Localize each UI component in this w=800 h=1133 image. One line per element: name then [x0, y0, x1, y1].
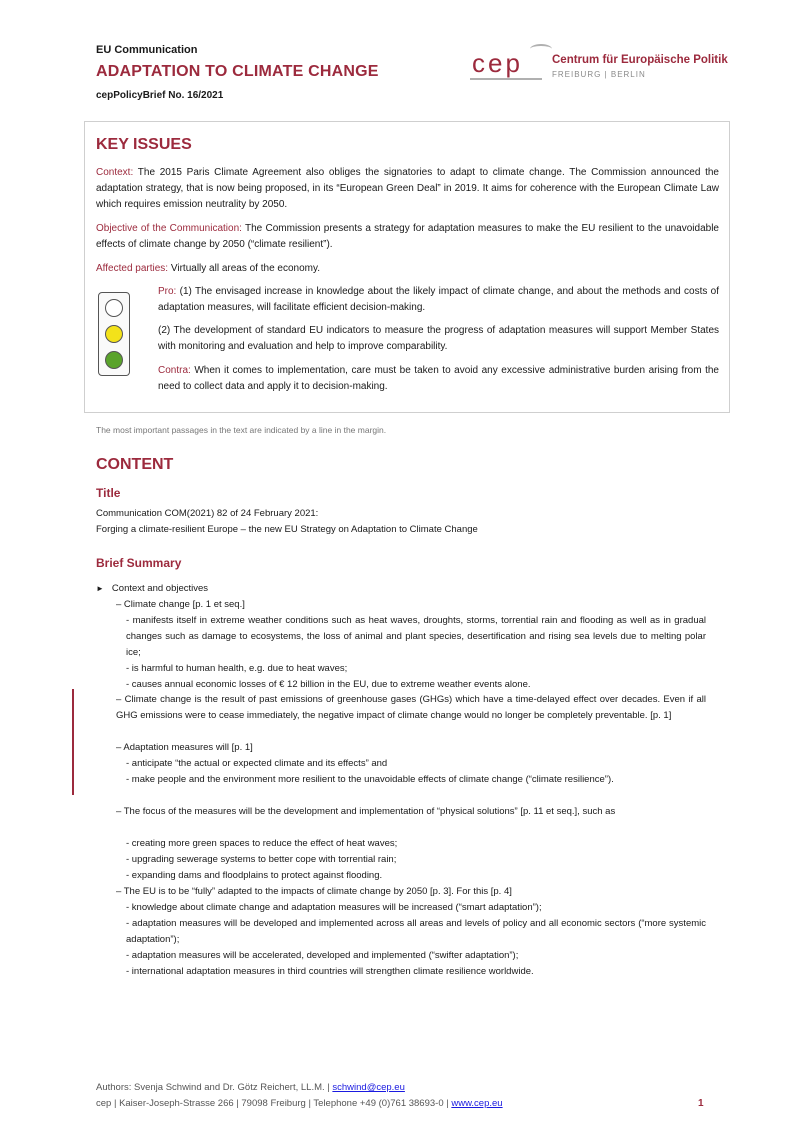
cep-logo	[470, 44, 740, 88]
list-item: – The focus of the measures will be the development and implementation of “physical solutions” [p. 11 et seq.], such as	[116, 806, 616, 817]
list-item: – Climate change [p. 1 et seq.]	[116, 599, 245, 610]
authors-text: Authors: Svenja Schwind and Dr. Götz Reichert, LL.M. |	[96, 1082, 330, 1093]
list-item: - is harmful to human health, e.g. due to heat waves;	[126, 663, 348, 674]
contra-text: When it comes to implementation, care must be taken to avoid any excessive administrative burden arising from the need to collect data and apply it to decision-making.	[158, 365, 719, 392]
logo-city: FREIBURG | BERLIN	[552, 70, 646, 79]
pro-text-2: (2) The development of standard EU indicators to measure the progress of adaptation measures will support Member States with monitoring and evaluation and help to improve comparability.	[158, 325, 719, 352]
list-item: - causes annual economic losses of € 12 billion in the EU, due to extreme weather events alone.	[126, 679, 531, 690]
title-heading: Title	[96, 486, 121, 500]
logo-arc	[530, 44, 552, 54]
margin-marker	[72, 689, 74, 795]
margin-note: The most important passages in the text are indicated by a line in the margin.	[96, 425, 387, 435]
context-label: Context:	[96, 167, 134, 178]
logo-text: cep	[472, 48, 523, 78]
objective-text: The Commission presents a strategy for adaptation measures to make the EU resilient to the unavoidable effects of climate change by 2050 (“climate resilient”).	[96, 223, 719, 250]
address-text: cep | Kaiser-Joseph-Strasse 266 | 79098 Freiburg | Telephone +49 (0)761 38693-0 |	[96, 1098, 449, 1109]
traffic-light-icon	[98, 292, 130, 376]
summary-heading: Brief Summary	[96, 556, 182, 570]
content-heading: CONTENT	[96, 456, 174, 473]
list-item: - international adaptation measures in third countries will strengthen climate resilience worldwide.	[126, 966, 534, 977]
list-item: – Adaptation measures will [p. 1]	[116, 742, 253, 753]
page-number: 1	[698, 1098, 704, 1109]
list-item: - anticipate “the actual or expected climate and its effects” and	[126, 758, 388, 769]
footer-address	[96, 1098, 503, 1109]
pro-paragraph-1	[158, 284, 719, 316]
footer-authors	[96, 1082, 405, 1093]
document-type: EU Communication	[96, 44, 198, 56]
affected-paragraph	[96, 261, 719, 277]
contra-paragraph	[158, 363, 719, 395]
list-item: – The EU is to be “fully” adapted to the impacts of climate change by 2050 [p. 3]. For this [p. 4]	[116, 886, 512, 897]
bullet-arrow-icon: ►	[96, 584, 104, 593]
affected-label: Affected parties:	[96, 263, 169, 274]
objective-paragraph	[96, 221, 719, 253]
list-item: - creating more green spaces to reduce the effect of heat waves;	[126, 838, 398, 849]
title-line-2: Forging a climate-resilient Europe – the new EU Strategy on Adaptation to Climate Change	[96, 524, 478, 535]
context-paragraph	[96, 165, 719, 213]
list-item: - expanding dams and floodplains to protect against flooding.	[126, 870, 383, 881]
list-item: – Climate change is the result of past emissions of greenhouse gases (GHGs) which have a time-delayed effect over decades. Even if all GHG emissions were to cease immediately, the negative impact of climate change would no longer be completely preventable. [p. 1]	[116, 694, 706, 721]
lamp-yellow-icon	[105, 325, 123, 343]
lamp-off-icon	[105, 299, 123, 317]
list-item: - knowledge about climate change and adaptation measures will be increased (“smart adaptation”);	[126, 902, 542, 913]
list-item: - manifests itself in extreme weather conditions such as heat waves, droughts, storms, torrential rain and flooding as well as in gradual changes such as damage to ecosystems, the loss of animal and plant species, desertification and rising sea levels due to melting polar ice;	[126, 615, 706, 658]
pro-text-1: (1) The envisaged increase in knowledge about the likely impact of climate change, and about the methods and costs of adaptation measures, will facilitate efficient decision-making.	[158, 286, 719, 313]
author-email-link[interactable]: schwind@cep.eu	[332, 1082, 405, 1093]
page-title: ADAPTATION TO CLIMATE CHANGE	[96, 63, 379, 80]
list-item: - adaptation measures will be developed and implemented across all areas and levels of policy and all economic sectors (“more systemic adaptation”);	[126, 918, 706, 945]
affected-text: Virtually all areas of the economy.	[170, 263, 321, 274]
logo-underline	[470, 78, 542, 80]
list-item: - upgrading sewerage systems to better cope with torrential rain;	[126, 854, 397, 865]
lamp-green-icon	[105, 351, 123, 369]
website-link[interactable]: www.cep.eu	[451, 1098, 503, 1109]
title-line-1: Communication COM(2021) 82 of 24 February 2021:	[96, 508, 319, 519]
context-objectives-label: Context and objectives	[111, 583, 209, 594]
pro-paragraph-2	[158, 323, 719, 355]
logo-name: Centrum für Europäische Politik	[552, 54, 728, 66]
pro-label: Pro:	[158, 286, 177, 297]
context-text: The 2015 Paris Climate Agreement also obliges the signatories to adapt to climate change. The Commission announced the adaptation strategy, that is now being proposed, in its “European Green Deal” in 2019. It aims for coherence with the European Climate Law which requires emission neutrality by 2050.	[96, 167, 719, 210]
brief-number: cepPolicyBrief No. 16/2021	[96, 90, 224, 101]
list-item: - make people and the environment more resilient to the unavoidable effects of climate change (“climate resilience”).	[126, 774, 614, 785]
list-item: - adaptation measures will be accelerated, developed and implemented (“swifter adaptation”);	[126, 950, 519, 961]
objective-label: Objective of the Communication:	[96, 223, 242, 234]
key-issues-heading: KEY ISSUES	[96, 136, 192, 153]
contra-label: Contra:	[158, 365, 191, 376]
list-item-context	[96, 581, 208, 597]
